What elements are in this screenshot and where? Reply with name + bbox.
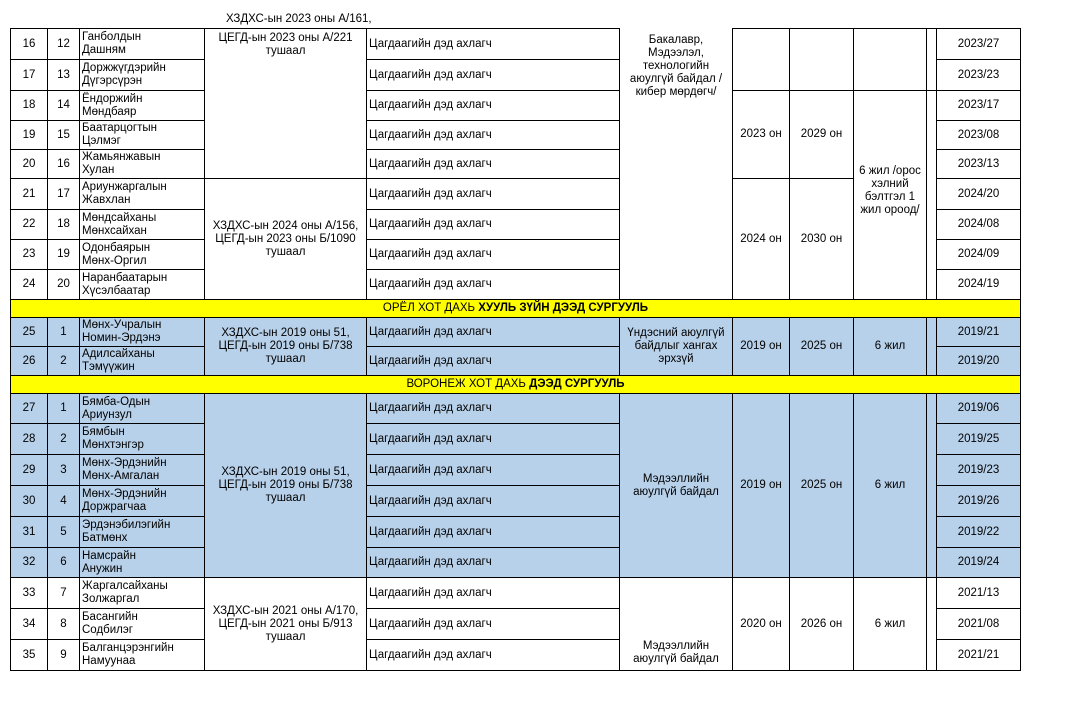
- rank-cell: Цагдаагийн дэд ахлагч: [367, 270, 620, 300]
- row-subnumber: 18: [48, 210, 80, 240]
- order-cell: ХЗДХС-ын 2024 оны А/156, ЦЕГД-ын 2023 оны Б/1090 тушаал: [205, 179, 367, 300]
- row-subnumber: 8: [48, 609, 80, 640]
- rank-cell: Цагдаагийн дэд ахлагч: [367, 578, 620, 609]
- row-subnumber: 6: [48, 548, 80, 578]
- rank-cell: Цагдаагийн дэд ахлагч: [367, 210, 620, 240]
- person-name: Ёндоржийн Мөндбаяр: [80, 91, 205, 121]
- code-cell: 2019/22: [937, 517, 1021, 548]
- person-name: Эрдэнэбилэгийн Батмөнх: [80, 517, 205, 548]
- row-number: 17: [11, 60, 48, 91]
- person-name: Мөндсайханы Мөнхсайхан: [80, 210, 205, 240]
- person-name: Балганцэрэнгийн Намуунаа: [80, 640, 205, 671]
- person-name: Ганболдын Дашням: [80, 29, 205, 60]
- row-number: 29: [11, 455, 48, 486]
- person-name: Ариунжаргалын Жавхлан: [80, 179, 205, 210]
- end-year: 2029 он: [790, 91, 854, 179]
- code-cell: 2024/09: [937, 240, 1021, 270]
- row-number: 26: [11, 347, 48, 376]
- person-name: Одонбаярын Мөнх-Оргил: [80, 240, 205, 270]
- table-row: [11, 318, 1021, 347]
- start-year: 2020 он: [733, 578, 790, 671]
- person-name: Адилсайханы Тэмүүжин: [80, 347, 205, 376]
- end-year: 2025 он: [790, 318, 854, 376]
- row-number: 21: [11, 179, 48, 210]
- code-cell: 2024/19: [937, 270, 1021, 300]
- rank-cell: Цагдаагийн дэд ахлагч: [367, 455, 620, 486]
- row-subnumber: 3: [48, 455, 80, 486]
- code-cell: 2024/20: [937, 179, 1021, 210]
- order-cell: ХЗДХС-ын 2019 оны 51, ЦЕГД-ын 2019 оны Б/738 тушаал: [205, 394, 367, 578]
- row-number: 32: [11, 548, 48, 578]
- row-subnumber: 1: [48, 394, 80, 424]
- row-subnumber: 14: [48, 91, 80, 121]
- order-cell: ХЗДХС-ын 2021 оны А/170, ЦЕГД-ын 2021 оны Б/913 тушаал: [205, 578, 367, 671]
- table-row: [11, 91, 1021, 121]
- person-name: Доржжүгдэрийн Дүгэрсүрэн: [80, 60, 205, 91]
- end-year: 2030 он: [790, 179, 854, 300]
- row-subnumber: 20: [48, 270, 80, 300]
- rank-cell: Цагдаагийн дэд ахлагч: [367, 394, 620, 424]
- row-number: 23: [11, 240, 48, 270]
- code-cell: 2021/21: [937, 640, 1021, 671]
- row-number: 35: [11, 640, 48, 671]
- code-cell: 2021/13: [937, 578, 1021, 609]
- table-row: [11, 578, 1021, 609]
- row-number: 22: [11, 210, 48, 240]
- rank-cell: Цагдаагийн дэд ахлагч: [367, 240, 620, 270]
- rank-cell: Цагдаагийн дэд ахлагч: [367, 150, 620, 179]
- code-cell: 2024/08: [937, 210, 1021, 240]
- row-subnumber: 17: [48, 179, 80, 210]
- person-name: Бямба-Одын Ариунзул: [80, 394, 205, 424]
- row-subnumber: 15: [48, 121, 80, 150]
- code-cell: 2019/20: [937, 347, 1021, 376]
- rank-cell: Цагдаагийн дэд ахлагч: [367, 424, 620, 455]
- row-subnumber: 2: [48, 347, 80, 376]
- code-cell: 2019/21: [937, 318, 1021, 347]
- code-cell: 2023/13: [937, 150, 1021, 179]
- rank-cell: Цагдаагийн дэд ахлагч: [367, 179, 620, 210]
- section-header-orel: ОРЁЛ ХОТ ДАХЬ ХУУЛЬ ЗҮЙН ДЭЭД СУРГУУЛЬ: [11, 300, 1021, 318]
- row-number: 20: [11, 150, 48, 179]
- table-row: [11, 29, 1021, 60]
- start-year: 2023 он: [733, 91, 790, 179]
- specialty-cell: Мэдээллийн аюулгүй байдал: [620, 578, 733, 671]
- rank-cell: Цагдаагийн дэд ахлагч: [367, 121, 620, 150]
- rank-cell: Цагдаагийн дэд ахлагч: [367, 60, 620, 91]
- rank-cell: Цагдаагийн дэд ахлагч: [367, 517, 620, 548]
- specialty-cell: Мэдээллийн аюулгүй байдал: [620, 394, 733, 578]
- start-year: 2019 он: [733, 394, 790, 578]
- row-number: 28: [11, 424, 48, 455]
- personnel-table: [10, 28, 1021, 671]
- row-subnumber: 7: [48, 578, 80, 609]
- row-subnumber: 12: [48, 29, 80, 60]
- duration-cell: 6 жил: [854, 318, 927, 376]
- row-subnumber: 5: [48, 517, 80, 548]
- row-subnumber: 9: [48, 640, 80, 671]
- specialty-cell: Үндэсний аюулгүй байдлыг хангах эрхзүй: [620, 318, 733, 376]
- code-cell: 2019/23: [937, 455, 1021, 486]
- person-name: Баатарцогтын Цэлмэг: [80, 121, 205, 150]
- row-number: 33: [11, 578, 48, 609]
- rank-cell: Цагдаагийн дэд ахлагч: [367, 91, 620, 121]
- duration-cell: 6 жил: [854, 578, 927, 671]
- order-cell: ХЗДХС-ын 2019 оны 51, ЦЕГД-ын 2019 оны Б/738 тушаал: [205, 318, 367, 376]
- person-name: Мөнх-Учралын Номин-Эрдэнэ: [80, 318, 205, 347]
- rank-cell: Цагдаагийн дэд ахлагч: [367, 486, 620, 517]
- row-number: 34: [11, 609, 48, 640]
- rank-cell: Цагдаагийн дэд ахлагч: [367, 548, 620, 578]
- start-year: 2024 он: [733, 179, 790, 300]
- code-cell: 2023/27: [937, 29, 1021, 60]
- row-number: 25: [11, 318, 48, 347]
- duration-cell: 6 жил /орос хэлний бэлтгэл 1 жил ороод/: [854, 91, 927, 300]
- person-name: Намсрайн Анужин: [80, 548, 205, 578]
- row-subnumber: 2: [48, 424, 80, 455]
- row-subnumber: 4: [48, 486, 80, 517]
- code-cell: 2019/26: [937, 486, 1021, 517]
- row-subnumber: 1: [48, 318, 80, 347]
- row-number: 24: [11, 270, 48, 300]
- person-name: Мөнх-Эрдэнийн Мөнх-Амгалан: [80, 455, 205, 486]
- person-name: Жамьянжавын Хулан: [80, 150, 205, 179]
- row-number: 16: [11, 29, 48, 60]
- table-row: [11, 394, 1021, 424]
- code-cell: 2019/24: [937, 548, 1021, 578]
- person-name: Басангийн Содбилэг: [80, 609, 205, 640]
- rank-cell: Цагдаагийн дэд ахлагч: [367, 318, 620, 347]
- rank-cell: Цагдаагийн дэд ахлагч: [367, 640, 620, 671]
- section-header-voronezh: ВОРОНЕЖ ХОТ ДАХЬ ДЭЭД СУРГУУЛЬ: [11, 376, 1021, 394]
- start-year: 2019 он: [733, 318, 790, 376]
- specialty-cell: Бакалавр, Мэдээлэл, технологийн аюулгүй байдал /кибер мөрдөгч/: [620, 29, 733, 300]
- person-name: Мөнх-Эрдэнийн Доржрагчаа: [80, 486, 205, 517]
- order-cell: ЦЕГД-ын 2023 оны А/221 тушаал: [205, 29, 367, 179]
- end-year: 2026 он: [790, 578, 854, 671]
- rank-cell: Цагдаагийн дэд ахлагч: [367, 29, 620, 60]
- row-number: 31: [11, 517, 48, 548]
- rank-cell: Цагдаагийн дэд ахлагч: [367, 347, 620, 376]
- row-number: 27: [11, 394, 48, 424]
- code-cell: 2021/08: [937, 609, 1021, 640]
- row-subnumber: 19: [48, 240, 80, 270]
- person-name: Наранбаатарын Хүсэлбаатар: [80, 270, 205, 300]
- code-cell: 2019/06: [937, 394, 1021, 424]
- end-year: 2025 он: [790, 394, 854, 578]
- row-subnumber: 16: [48, 150, 80, 179]
- person-name: Бямбын Мөнхтэнгэр: [80, 424, 205, 455]
- duration-cell: 6 жил: [854, 394, 927, 578]
- code-cell: 2019/25: [937, 424, 1021, 455]
- code-cell: 2023/17: [937, 91, 1021, 121]
- row-number: 18: [11, 91, 48, 121]
- code-cell: 2023/23: [937, 60, 1021, 91]
- person-name: Жаргалсайханы Золжаргал: [80, 578, 205, 609]
- cut-off-order-text: ХЗДХС-ын 2023 оны А/161,: [226, 13, 372, 25]
- rank-cell: Цагдаагийн дэд ахлагч: [367, 609, 620, 640]
- row-subnumber: 13: [48, 60, 80, 91]
- row-number: 30: [11, 486, 48, 517]
- row-number: 19: [11, 121, 48, 150]
- code-cell: 2023/08: [937, 121, 1021, 150]
